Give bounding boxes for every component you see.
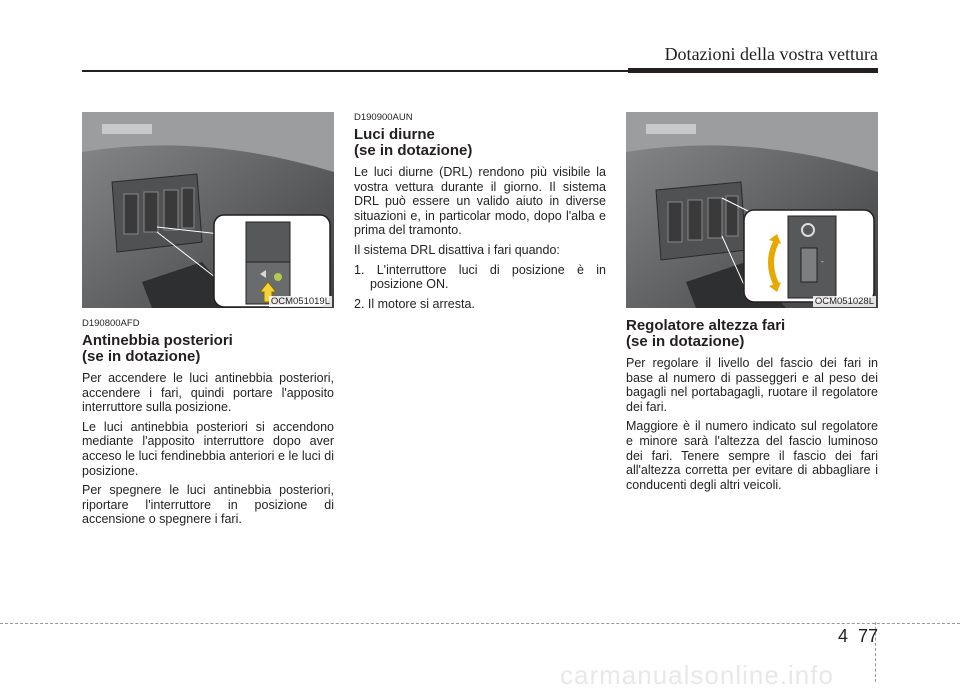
- list-item: 1. L'interruttore luci di posizione è in posizione ON.: [354, 262, 606, 292]
- heading-line-1: Antinebbia posteriori: [82, 332, 233, 349]
- paragraph: Per regolare il livello del fascio dei fari in base al numero di passeggeri e al peso dei bagagli nel portabagagli, ruotare il regolatore dei fari.: [626, 356, 878, 414]
- paragraph: Le luci antinebbia posteriori si accendono mediante l'apposito interruttore dopo aver acceso le luci fendinebbia anteriori e le luci di posizione.: [82, 419, 334, 478]
- dashboard-illustration: [626, 112, 878, 308]
- rear-fog-switch-photo: [82, 112, 334, 308]
- section-heading: [626, 318, 878, 350]
- dashboard-illustration: [82, 112, 334, 308]
- image-caption: OCM051028L: [814, 296, 874, 307]
- paragraph: Per accendere le luci antinebbia posteriori, accendere i fari, quindi portare l'apposito interruttore sulla posizione.: [82, 371, 334, 415]
- chapter-number: 4: [837, 626, 848, 646]
- image-caption: OCM051019L: [270, 296, 330, 307]
- heading-line-1: Luci diurne: [354, 126, 435, 143]
- condition-list: [354, 263, 606, 312]
- heading-line-1: Regolatore altezza fari: [626, 317, 786, 334]
- page-number-value: 77: [857, 626, 878, 646]
- footer-divider: [0, 623, 960, 624]
- section-heading: [354, 127, 606, 159]
- running-header-title: Dotazioni della vostra vettura: [664, 44, 878, 64]
- paragraph: Il sistema DRL disattiva i fari quando:: [354, 242, 560, 257]
- section-code: D190900AUN: [354, 112, 413, 123]
- paragraph: Per spegnere le luci antinebbia posteriori, riportare l'interruttore in posizione di accensione o spegnere i fari.: [82, 483, 334, 527]
- paragraph: Le luci diurne (DRL) rendono più visibile la vostra vettura durante il giorno. Il sistema DRL può essere un valido aiuto in diverse situazioni e, in particolar modo, dopo l'alba e prima del tramonto.: [354, 165, 606, 238]
- list-item: 2. Il motore si arresta.: [354, 296, 475, 311]
- column-daytime-running-lights: [354, 112, 606, 316]
- svg-text:-: -: [821, 257, 824, 266]
- header-rule-accent: [628, 68, 878, 73]
- heading-line-2: (se in dotazione): [82, 348, 201, 365]
- heading-line-2: (se in dotazione): [354, 142, 473, 159]
- section-heading: [82, 333, 334, 365]
- watermark: carmanualsonline.info: [560, 660, 834, 690]
- column-rear-fog-lights: [82, 112, 334, 532]
- headlight-leveling-photo: [626, 112, 878, 308]
- page-number: [838, 626, 878, 647]
- section-code: D190800AFD: [82, 318, 140, 329]
- paragraph: Maggiore è il numero indicato sul regolatore e minore sarà l'altezza del fascio luminoso dei fari. Tenere sempre il fascio dei fari all'altezza corretta per evitare di abbagliare i conducenti degli altri veicoli.: [626, 419, 878, 492]
- heading-line-2: (se in dotazione): [626, 333, 745, 350]
- column-headlight-leveling: [626, 112, 878, 497]
